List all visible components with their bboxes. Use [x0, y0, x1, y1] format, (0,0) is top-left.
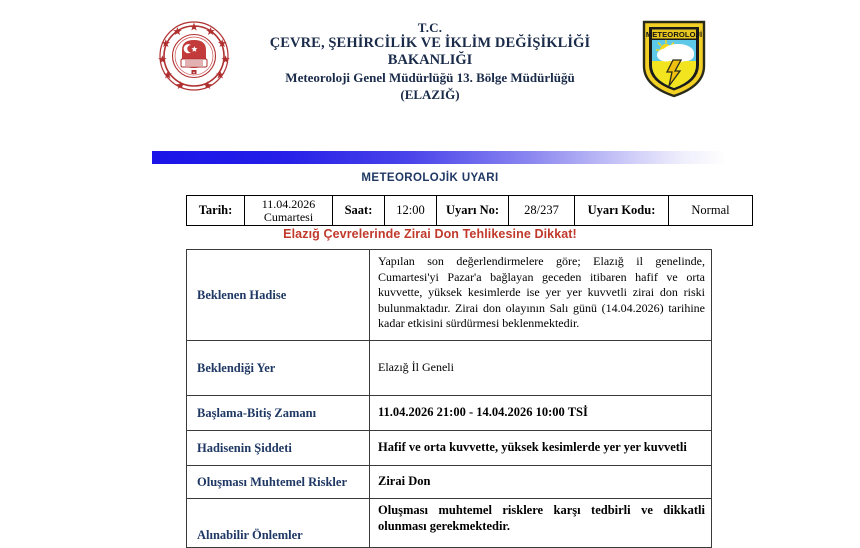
row-label-expected-place: Beklendiği Yer	[187, 341, 370, 396]
table-row	[187, 250, 712, 341]
svg-text:METEOROLOJİ: METEOROLOJİ	[645, 29, 703, 39]
date-label: Tarih:	[187, 196, 245, 226]
document-header	[0, 0, 860, 130]
header-line-bakanlik: BAKANLIĞI	[387, 52, 473, 68]
header-line-city: (ELAZIĞ)	[400, 87, 460, 102]
row-label-possible-risks: Oluşması Muhtemel Riskler	[187, 466, 370, 499]
warning-info-table	[186, 195, 753, 226]
row-value-severity: Hafif ve orta kuvvette, yüksek kesimlerde yer yer kuvvetli	[370, 431, 712, 466]
ministry-seal-icon	[158, 20, 230, 92]
header-line-ministry: ÇEVRE, ŞEHİRCİLİK VE İKLİM DEĞİŞİKLİĞİ	[269, 35, 591, 51]
table-row	[187, 196, 753, 226]
time-value: 12:00	[385, 196, 437, 226]
header-line-tc: T.C.	[417, 20, 443, 35]
row-value-precautions: Oluşması muhtemel risklere karşı tedbirli ve dikkatli olunması gerekmektedir.	[370, 499, 712, 548]
warning-no-value: 28/237	[509, 196, 575, 226]
date-value-day: 11.04.2026	[261, 197, 316, 211]
gradient-divider-bar	[152, 151, 726, 164]
warning-detail-table	[186, 249, 712, 548]
row-value-expected-event	[370, 250, 712, 341]
date-value-weekday: Cumartesi	[263, 209, 314, 224]
header-line-directorate: Meteoroloji Genel Müdürlüğü 13. Bölge Müdürlüğü	[285, 70, 575, 85]
warning-headline: Elazığ Çevrelerinde Zirai Don Tehlikesine Dikkat!	[283, 227, 577, 241]
row-value-possible-risks: Zirai Don	[370, 466, 712, 499]
table-row	[187, 396, 712, 431]
time-label: Saat:	[333, 196, 385, 226]
warning-code-label: Uyarı Kodu:	[575, 196, 669, 226]
page-title: METEOROLOJİK UYARI	[361, 172, 499, 184]
row-label-start-end-time: Başlama-Bitiş Zamanı	[187, 396, 370, 431]
date-value	[245, 196, 333, 226]
row-label-severity: Hadisenin Şiddeti	[187, 431, 370, 466]
table-row	[187, 499, 712, 548]
table-row	[187, 466, 712, 499]
ministry-title-block	[230, 20, 630, 103]
expected-event-paragraph: Yapılan son değerlendirmelere göre; Elazığ il genelinde, Cumartesi'yi Pazar'a bağlayan geceden itibaren hafif ve orta kuvvette, yüksek kesimlerde ise yer yer kuvvetli zirai don riski bulunmaktadır. Zirai don olayının Salı günü (14.04.2026) tarihine kadar etkisini sürdürmesi beklenmektedir.	[378, 254, 705, 330]
row-value-start-end-time: 11.04.2026 21:00 - 14.04.2026 10:00 TSİ	[370, 396, 712, 431]
svg-text:★: ★	[192, 70, 196, 75]
row-value-expected-place: Elazığ İl Geneli	[370, 341, 712, 396]
row-label-expected-event: Beklenen Hadise	[187, 250, 370, 341]
table-row	[187, 341, 712, 396]
warning-no-label: Uyarı No:	[437, 196, 509, 226]
meteoroloji-shield-icon	[640, 18, 708, 98]
warning-code-value: Normal	[669, 196, 753, 226]
table-row	[187, 431, 712, 466]
row-label-precautions: Alınabilir Önlemler	[187, 499, 370, 548]
